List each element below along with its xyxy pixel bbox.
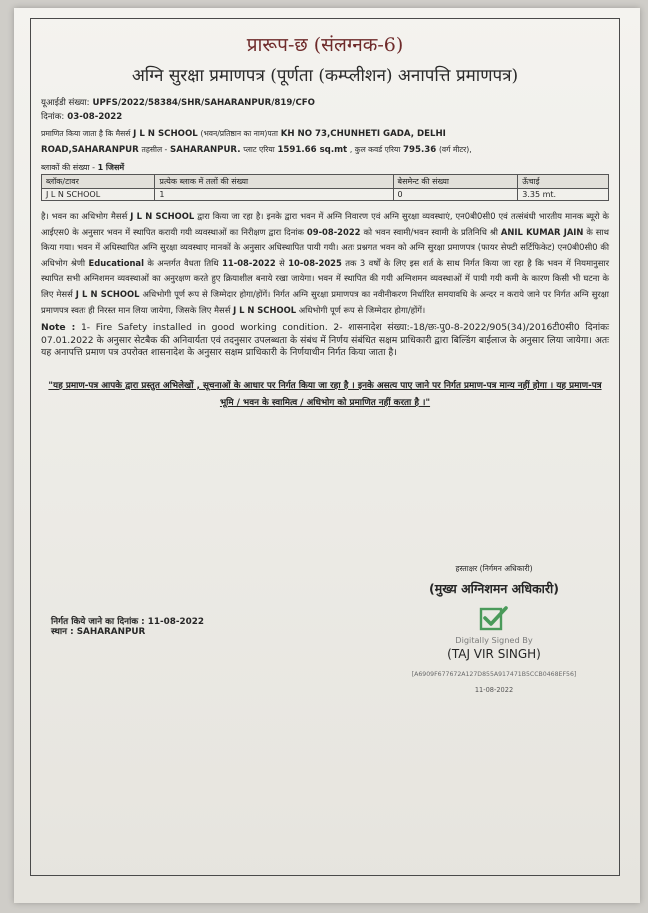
date-value: 03-08-2022 — [67, 112, 123, 122]
certificate-title: अग्नि सुरक्षा प्रमाणपत्र (पूर्णता (कम्प्लीशन) अनापत्ति प्रमाणपत्र) — [131, 66, 519, 86]
tehsil: SAHARANPUR. — [170, 145, 241, 155]
issue-info — [51, 617, 204, 637]
signature-date: 11-08-2022 — [474, 686, 514, 694]
issue-date-line — [51, 617, 204, 627]
certificate-content — [41, 27, 609, 412]
blocks-count-line — [41, 162, 609, 173]
occupant-name: J L N SCHOOL — [130, 211, 195, 221]
body-text: के साथ किया गया। भवन में अधिस्थापित अग्नि सुरक्षा व्यवस्थाए मानकों के अनुसार अधिस्थापित पायी गयी। अतः प्रश्नगत भवन को अग्नि सुरक्षा प्रमाणपत्र (फायर सेफ्टी सर्टिफिकेट) एन0बी0सी0 की अधिभोग श्रेणी — [41, 226, 609, 268]
intro-text: (भवन/प्रतिष्ठान का नाम)पता — [200, 129, 278, 138]
officer-designation: (मुख्य अग्निशमन अधिकारी) — [429, 581, 559, 596]
signature-hash: [A6909F677672A127D855A917471B5CCB0468EF56] — [411, 671, 577, 678]
disclaimer: "यह प्रमाण-पत्र आपके द्वारा प्रस्तुत अभिलेखों , सूचनाओं के आधार पर निर्गत किया जा रहा है । इनके असत्य पाए जाने पर निर्गत प्रमाण-पत्र मान्य नहीं होगा । यह प्रमाण-पत्र भूमि / भवन के स्वामित्व / अधिभोग को प्रमाणित नहीं करता है ।" — [48, 380, 602, 408]
uid-value: UPFS/2022/58384/SHR/SAHARANPUR/819/CFO — [92, 98, 315, 108]
cell-basement: 0 — [393, 189, 518, 201]
body-text: अधिभोगी पूर्ण रूप से जिम्मेदार होगा/होंगें। निर्गत अग्नि सुरक्षा प्रमाणपत्र का नवीनीकरण निर्धारित समयावधि के अन्दर न कराये जाने पर निर्गत अग्नि सुरक्षा प्रमाणपत्र स्वतः ही निरस्त मान लिया जायेगा, जिसके लिए मैसर्स — [41, 288, 609, 315]
body-text: द्वारा किया जा रहा है। इनके द्वारा भवन में अग्नि निवारण एवं अग्नि सुरक्षा व्यवस्थाएं, एन0बी0सी0 एवं तत्संबंधी भारतीय मानक ब्यूरो के आईएस0 के अनुसार भवन में स्थापित करायी गयी व्यवस्थाओं का निरीक्षण द्वारा दिनांक — [41, 211, 609, 237]
issue-place-label: स्थान : — [51, 627, 74, 637]
body-text: से — [279, 257, 285, 268]
sign-label: हस्ताक्षर (निर्गमन अधिकारी) — [455, 564, 533, 573]
date-label: दिनांक: — [41, 112, 65, 122]
certificate-paper — [14, 8, 640, 903]
school-name: J L N SCHOOL — [133, 129, 198, 139]
valid-from: 11-08-2022 — [222, 257, 276, 268]
header-floors: प्रत्येक ब्लाक में तलों की संख्या — [155, 175, 393, 189]
certificate-frame — [30, 18, 620, 876]
intro-text: प्रमाणित किया जाता है कि मैसर्स — [41, 129, 131, 138]
address-line-2: ROAD,SAHARANPUR — [41, 145, 139, 155]
blocks-count-label: ब्लाकों की संख्या - — [41, 163, 96, 172]
valid-to: 10-08-2025 — [288, 257, 342, 268]
covered-area: 795.36 — [403, 145, 437, 155]
cell-floors: 1 — [155, 189, 393, 201]
table-row — [42, 189, 609, 201]
cell-height: 3.35 mt. — [518, 189, 609, 201]
body-paragraph — [41, 209, 609, 318]
body-text: के अन्तर्गत वैधता तिथि — [147, 257, 219, 268]
date-line — [41, 110, 609, 124]
intro-text: , कुल कवर्ड एरिया — [349, 145, 401, 154]
issue-place-line — [51, 627, 204, 637]
intro-paragraph — [41, 126, 609, 158]
body-text: अधिभोगी पूर्ण रूप से जिम्मेदार होगा/होंगें। — [298, 304, 426, 315]
note-paragraph — [41, 322, 609, 360]
digital-signature-check-icon — [479, 605, 509, 631]
issue-place-value: SAHARANPUR — [76, 627, 146, 637]
cell-block: J L N SCHOOL — [42, 189, 155, 201]
issue-date-value: 11-08-2022 — [147, 617, 205, 627]
occupant-name: J L N SCHOOL — [233, 304, 297, 315]
intro-text: प्लाट एरिया — [243, 145, 275, 154]
uid-label: यूआईडी संख्या: — [41, 98, 90, 108]
note-label: Note : — [41, 322, 76, 334]
address-line-1: KH NO 73,CHUNHETI GADA, DELHI — [280, 129, 446, 139]
intro-text: तहसील - — [141, 145, 168, 154]
signer-name: (TAJ VIR SINGH) — [447, 647, 541, 661]
body-text: तक 3 वर्षों के लिए इस शर्त के साथ निर्गत किया जा रहा है कि भवन में नियमानुसार स्थापित सभी अग्निशमन व्यवस्थाओं का अनुरक्षण करते हुए क्रियाशील बनाये रखा जायेगा। भवन में स्थापित की गयी अग्निशमन व्यवस्थाओं में पायी गयी कमी के कारण किसी भी घटना के लिए मेसर्स — [41, 257, 610, 299]
plot-area: 1591.66 sq.mt — [277, 145, 348, 155]
uid-line — [41, 96, 609, 110]
digitally-signed-label: Digitally Signed By — [455, 635, 533, 645]
issue-date-label: निर्गत किये जाने का दिनांक : — [51, 617, 145, 627]
blocks-table — [41, 174, 609, 201]
note-text: 1- Fire Safety installed in good working condition. 2- शासनादेश संख्या:-18/छः-पु0-8-2022/905(34)/2016टी0सी0 दिनांकः 07.01.2022 के अनुसार सेटबैक की अनिवार्यता एवं तदनुसार उपलब्धता के संबंध में निर्णय संबंधित सक्षम प्राधिकारी द्वारा बिल्डिंग बाईलाज के अनुसार लिया जायेगा। अतः यह अनापत्ति प्रमाण पत्र उपरोक्त शासनादेश के अनुसार सक्षम प्राधिकारी के निर्णयाधीन निर्गत किया जाता है। — [41, 322, 610, 359]
header-basement: बेसमेन्ट की संख्या — [393, 175, 518, 189]
blocks-table-header — [42, 175, 609, 189]
blocks-count-value: 1 जिसमें — [97, 163, 125, 172]
occupancy-category: Educational — [88, 257, 144, 268]
occupant-name: J L N SCHOOL — [75, 288, 140, 299]
signature-block — [389, 564, 599, 694]
body-text: है। भवन का अधिभोग मैसर्स — [41, 211, 128, 221]
inspection-date: 09-08-2022 — [306, 226, 361, 237]
header-block: ब्लॉक/टावर — [42, 175, 155, 189]
form-title: प्रारूप-छ (संलग्नक-6) — [246, 34, 404, 56]
intro-text: (वर्ग मीटर), — [438, 145, 472, 154]
body-text: को भवन स्वामी/भवन स्वामी के प्रतिनिधि श्री — [363, 226, 498, 237]
header-height: ऊँचाई — [518, 175, 609, 189]
representative-name: ANIL KUMAR JAIN — [500, 226, 584, 237]
